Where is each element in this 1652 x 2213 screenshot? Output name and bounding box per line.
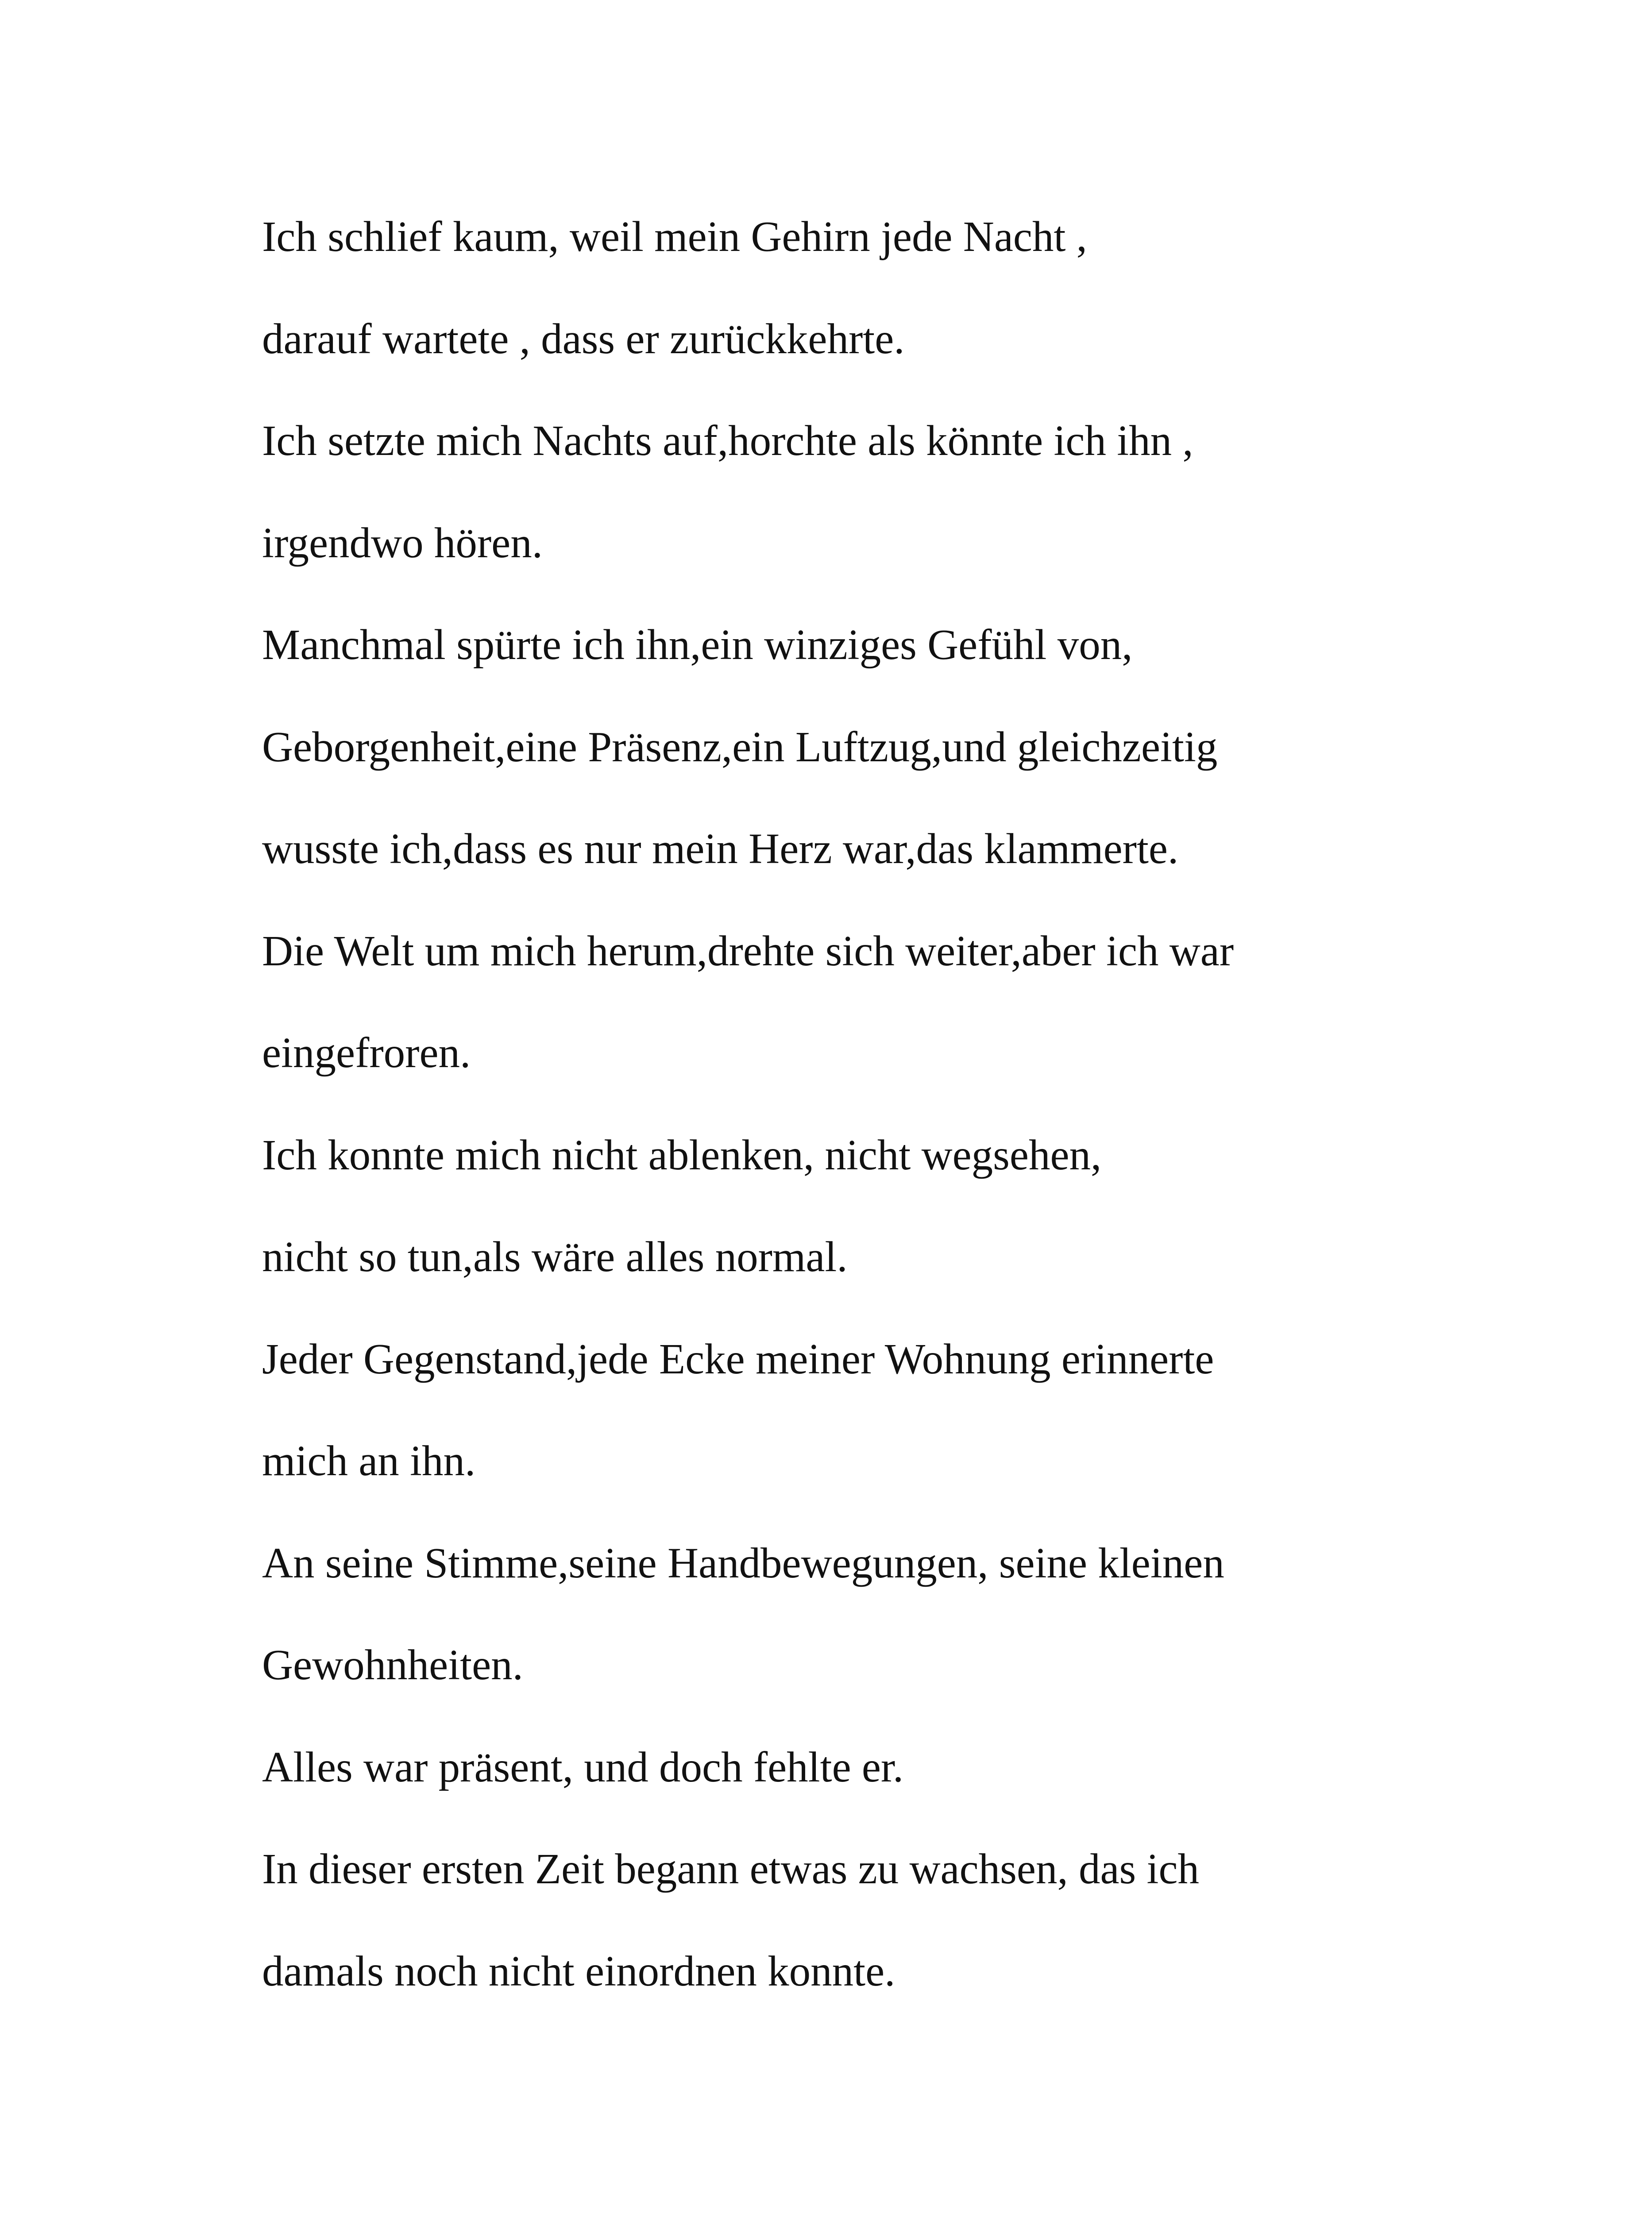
text-line: eingefroren. <box>262 1029 471 1076</box>
text-line: wusste ich,dass es nur mein Herz war,das klammerte. <box>262 825 1179 872</box>
text-line: damals noch nicht einordnen konnte. <box>262 1947 895 1995</box>
text-line: An seine Stimme,seine Handbewegungen, seine kleinen <box>262 1539 1224 1587</box>
text-line: Geborgenheit,eine Präsenz,ein Luftzug,und gleichzeitig <box>262 723 1218 771</box>
body-text <box>262 201 1457 2038</box>
text-line: Manchmal spürte ich ihn,ein winziges Gefühl von, <box>262 621 1133 668</box>
text-line: nicht so tun,als wäre alles normal. <box>262 1233 848 1280</box>
text-line: Ich konnte mich nicht ablenken, nicht wegsehen, <box>262 1131 1102 1179</box>
text-line: mich an ihn. <box>262 1437 476 1484</box>
text-line: Jeder Gegenstand,jede Ecke meiner Wohnung erinnerte <box>262 1335 1214 1383</box>
text-line: irgendwo hören. <box>262 519 543 567</box>
text-line: Gewohnheiten. <box>262 1641 523 1689</box>
text-line: darauf wartete , dass er zurückkehrte. <box>262 315 905 362</box>
text-line: Ich schlief kaum, weil mein Gehirn jede Nacht , <box>262 213 1087 260</box>
text-line: Alles war präsent, und doch fehlte er. <box>262 1743 904 1791</box>
text-line: Ich setzte mich Nachts auf,horchte als könnte ich ihn , <box>262 417 1193 464</box>
text-line: In dieser ersten Zeit begann etwas zu wachsen, das ich <box>262 1845 1199 1893</box>
text-line: Die Welt um mich herum,drehte sich weiter,aber ich war <box>262 927 1234 975</box>
